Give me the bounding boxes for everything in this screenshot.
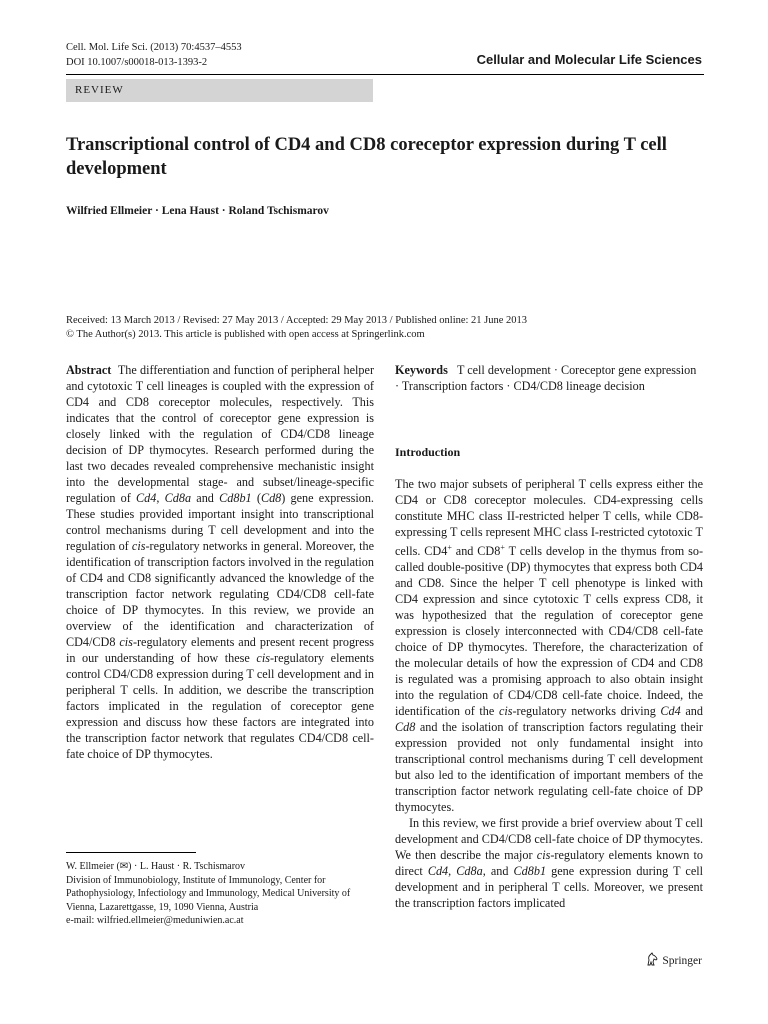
abstract-text: and — [191, 491, 220, 505]
journal-header — [66, 40, 242, 70]
abstract-text: , — [156, 491, 165, 505]
intro-text: -regulatory elements known to direct — [395, 848, 703, 879]
citation: Cell. Mol. Life Sci. (2013) 70:4537–4553 — [66, 42, 242, 53]
publisher-footer — [646, 952, 702, 967]
gene-name: Cd8a — [164, 491, 192, 505]
superscript: + — [500, 543, 505, 552]
publisher-name: Springer — [662, 955, 702, 967]
introduction-body — [395, 476, 703, 911]
keywords-text: T cell development · Coreceptor gene expression · Transcription factors · CD4/CD8 lineage decision — [395, 363, 697, 393]
author-affiliation — [66, 860, 376, 928]
author-list: Wilfried Ellmeier · Lena Haust · Roland Tschismarov — [66, 205, 329, 217]
article-type-banner: REVIEW — [66, 79, 373, 102]
springer-horse-icon — [646, 952, 659, 966]
gene-name: Cd8b1 — [219, 491, 252, 505]
abstract-text: ( — [251, 491, 261, 505]
gene-name: Cd8a — [456, 864, 483, 879]
article-title: Transcriptional control of CD4 and CD8 coreceptor expression during T cell development — [66, 135, 667, 179]
footnote-rule — [66, 852, 196, 853]
section-heading-introduction: Introduction — [395, 445, 461, 459]
cis-term: cis — [498, 704, 513, 719]
intro-text: T cells develop in the thymus from so-called double-positive (DP) thymocytes that express both CD4 and CD8. Since the helper T cell phenotype is linked with CD4 expression and since cytotoxic T cells express CD8, it was hypothesized that the regulation of coreceptor gene expression is closely interconnected with CD4/CD8 cell-fate choice of DP thymocytes. Therefore, the characterization of the molecular details of how the expression of CD4 and CD8 is regulated was a promising approach to also obtain insight into the regulation of CD4/CD8 cell-fate choice. Indeed, the identification of the — [395, 544, 704, 719]
date-line: Received: 13 March 2013 / Revised: 27 May 2013 / Accepted: 29 May 2013 / Published online: 21 June 2013 — [66, 315, 528, 326]
cis-term: cis — [119, 635, 133, 649]
intro-text: -regulatory networks driving — [512, 704, 661, 719]
journal-name: Cellular and Molecular Life Sciences — [476, 52, 702, 67]
abstract-text: -regulatory elements and present recent progress in our understanding of how these — [66, 635, 374, 665]
copyright-line: © The Author(s) 2013. This article is published with open access at Springerlink.com — [66, 329, 425, 340]
keywords — [395, 362, 703, 394]
author-email[interactable]: e-mail: wilfried.ellmeier@meduniwien.ac.at — [66, 915, 244, 926]
affiliation-text: W. Ellmeier ( — [66, 861, 120, 872]
intro-text: and CD8 — [451, 544, 501, 559]
abstract-text: -regulatory elements control CD4/CD8 expression during T cell development and in peripheral T cells. In addition, we describe the transcription factors implicated in the regulation of coreceptor gene expression and discuss how these factors are integrated into the transcription factor network that regulates CD4/CD8 cell-fate choice of DP thymocytes. — [66, 651, 374, 761]
keywords-label: Keywords — [395, 363, 448, 377]
intro-text: The two major subsets of peripheral T cells express either the CD4 or CD8 coreceptor molecules. CD4-expressing cells constitute MHC class II-restricted helper T cells, while CD8-expressing T cells represent MHC class I-restricted cytotoxic T cells. CD4 — [395, 477, 703, 559]
gene-name: Cd4 — [427, 864, 449, 879]
intro-text: , and — [482, 864, 514, 879]
intro-text: and — [680, 704, 703, 719]
abstract-text: ) gene expression. These studies provided important insight into transcriptional control mechanisms during T cell development and into the regulation of — [66, 491, 374, 553]
publication-dates — [66, 314, 706, 342]
abstract-text: -regulatory networks in general. Moreover, the identification of transcription factors involved in the regulation of CD4 and CD8 significantly advanced the knowledge of the transcription factor network regulating CD4/CD8 cell-fate choice of DP thymocytes. In this review, we provide an overview of the identification and characterization of CD4/CD8 — [66, 539, 374, 649]
doi: DOI 10.1007/s00018-013-1393-2 — [66, 57, 208, 68]
gene-name: Cd8 — [260, 491, 282, 505]
cis-term: cis — [131, 539, 146, 553]
intro-paragraph — [395, 815, 703, 911]
gene-name: Cd8 — [395, 720, 416, 735]
intro-text: gene expression during T cell development and in peripheral T cells. Moreover, we present the transcription factors implicated — [395, 864, 703, 911]
abstract-text: The differentiation and function of peripheral helper and cytotoxic T cell lineages is coupled with the expression of CD4 and CD8 coreceptor molecules, respectively. This indicates that the control of coreceptor gene expression is closely linked with the regulation of CD4/CD8 lineage decision of DP thymocytes. Research performed during the last two decades revealed comprehensive mechanistic insight into the developmental stage- and subset/lineage-specific regulation of — [66, 363, 374, 505]
header-rule — [66, 74, 704, 75]
abstract-label: Abstract — [66, 363, 112, 377]
gene-name: Cd4 — [136, 491, 157, 505]
abstract — [66, 362, 374, 762]
intro-text: , — [448, 864, 457, 879]
superscript: + — [447, 543, 452, 552]
affiliation-address: Division of Immunobiology, Institute of Immunology, Center for Pathophysiology, Infectiology and Immunology, Medical University of Vienna, Lazarettgasse, 19, 1090 Vienna, Austria — [66, 874, 351, 913]
gene-name: Cd8b1 — [513, 864, 547, 879]
affiliation-text: ) · L. Haust · R. Tschismarov — [128, 861, 246, 872]
cis-term: cis — [536, 848, 551, 863]
cis-term: cis — [256, 651, 270, 665]
intro-text: and the isolation of transcription factors regulating their expression provided not only fundamental insight into transcriptional control mechanisms during T cell development but also led to the identification of important members of the transcription factor network regulating cell-fate choice of DP thymocytes. — [395, 720, 703, 815]
gene-name: Cd4 — [660, 704, 681, 719]
intro-text: In this review, we first provide a brief overview about T cell development and CD4/CD8 cell-fate choice of DP thymocytes. We then describe the major — [395, 816, 703, 863]
intro-paragraph — [395, 476, 703, 815]
envelope-icon: ✉ — [119, 861, 129, 872]
